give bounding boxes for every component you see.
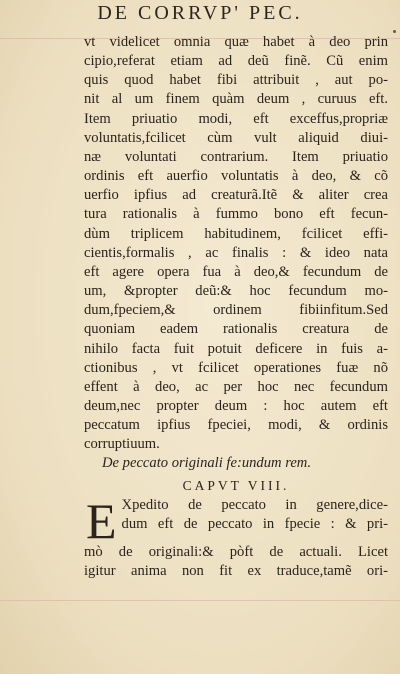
text-line: effent à deo, ac per hoc nec fecundum <box>84 378 388 395</box>
text-line: uerfio ipfius ad creaturã.Itẽ & aliter crea <box>84 187 388 204</box>
text-line: ctionibus , vt fcilicet operationes fuæ nõ <box>84 359 388 376</box>
text-line: cientis,formalis , ac finalis : & ideo nata <box>84 244 388 261</box>
text-line: peccatum ipfius fpeciei, modi, & ordinis <box>84 417 388 434</box>
text-line: vt videlicet omnia quæ habet à deo prin <box>84 34 388 50</box>
text-line: dum,fpeciem,& ordinem fibiinfitum.Sed <box>84 302 388 319</box>
text-line: mò de originali:& pòft de actuali. Licet <box>84 543 388 560</box>
text-line: quoniam eadem rationalis creatura de <box>84 321 388 338</box>
bottom-rule <box>0 600 400 601</box>
text-line: næ voluntati contrarium. Item priuatio <box>84 148 388 165</box>
text-line: dùm triplicem habitudinem, fcilicet effi- <box>84 225 388 242</box>
text-block <box>84 33 388 581</box>
text-line: nit al um finem quàm deum , curuus eft. <box>84 91 388 108</box>
text-line: um, &propter deũ:& hoc fecundum mo- <box>84 283 388 300</box>
chapter-label: CAPVT VIII. <box>182 477 290 493</box>
chapter-opening <box>84 492 388 581</box>
text-line: tura rationalis à fummo bono eft fecun- <box>84 206 388 223</box>
text-line: cipio,referat etiam ad deũ finẽ. Cũ enim <box>84 53 388 70</box>
text-line: voluntatis,fcilicet cùm vult aliquid diui- <box>84 129 388 146</box>
text-line: Item priuatio modi, eft exceffus,propriæ <box>84 110 388 127</box>
section-subheading: De peccato originali fe:undum rem. <box>102 455 311 472</box>
text-line: eft agere opera fua à deo,& fecundum de <box>84 263 388 280</box>
text-line: ordinis eft auerfio voluntatis à deo, & cõ <box>84 168 388 185</box>
text-line: quis quod habet fibi attribuit , aut po- <box>84 72 388 89</box>
drop-cap: E <box>86 492 117 549</box>
running-title: DE CORRVP' PEC. <box>97 2 303 24</box>
text-line: igitur anima non fit ex traduce,tamẽ ori- <box>84 562 388 579</box>
text-line: deum,nec propter deum : hoc autem eft <box>84 397 388 414</box>
text-line: Xpedito de peccato in genere,dice- <box>121 496 388 513</box>
text-line: dum eft de peccato in fpecie : & pri- <box>121 515 388 532</box>
page-edge-mark <box>393 30 396 33</box>
text-line: corruptiuum. <box>84 436 160 453</box>
text-line: nihilo facta fuit potuit deficere in fuis a- <box>84 340 388 357</box>
